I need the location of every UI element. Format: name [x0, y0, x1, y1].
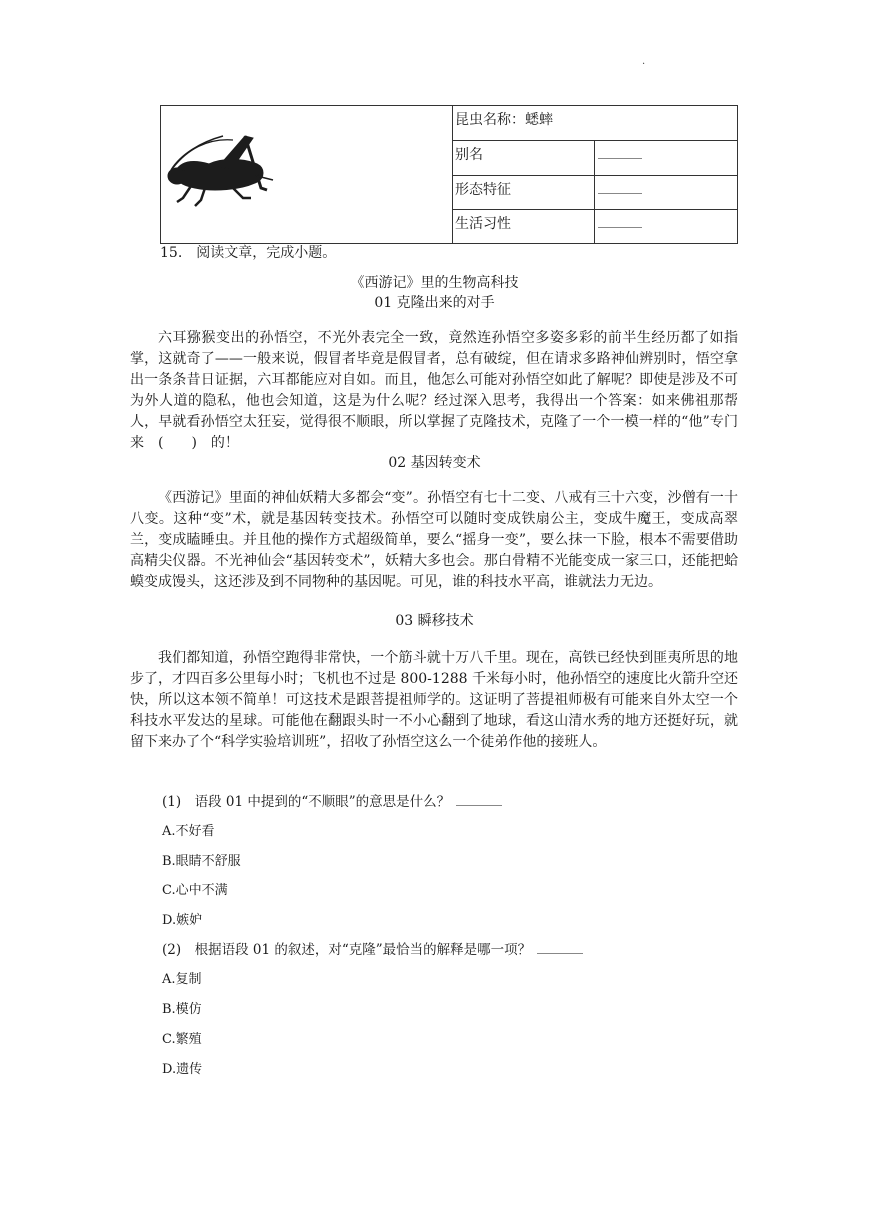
article-title: 《西游记》里的生物高科技 — [350, 275, 519, 291]
insect-info-table — [160, 105, 738, 244]
section-text-01: 六耳猕猴变出的孙悟空，不光外表完全一致，竟然连孙悟空多姿多彩的前半生经历都了如指掌，这就奇了——一般来说，假冒者毕竟是假冒者，总有破绽，但在请求多路神仙辨别时，悟空拿出一条条昔日证据，六耳都能应对自如。而且，他怎么可能对孙悟空如此了解呢？即使是涉及不可为外人道的隐私，他也会知道，这是为什么呢？经过深入思考，我得出一个答案：如来佛祖那帮人，早就看孙悟空太狂妄，觉得很不顺眼，所以掌握了克隆技术，克隆了一个一模一样的“他”专门来 ( ) 的！ — [130, 330, 738, 451]
question-1-answer-blank[interactable] — [456, 793, 502, 806]
habits-label: 生活习性 — [452, 210, 595, 244]
page-mark: . — [642, 56, 646, 67]
morphology-label: 形态特征 — [452, 175, 595, 210]
q2-option-b[interactable]: B.模仿 — [162, 1002, 202, 1017]
question-2-stem — [162, 938, 583, 958]
habits-answer-blank[interactable] — [595, 210, 738, 244]
question-2-text: (2) 根据语段 01 的叙述，对“克隆”最恰当的解释是哪一项？ — [162, 942, 532, 958]
q1-option-d[interactable]: D.嫉妒 — [162, 913, 203, 928]
section-heading-02: 02 基因转变术 — [388, 455, 481, 471]
morphology-answer-blank[interactable] — [595, 175, 738, 210]
cricket-icon — [161, 106, 370, 239]
alias-answer-blank[interactable] — [595, 140, 738, 175]
insect-name-cell: 昆虫名称：蟋蟀 — [452, 106, 737, 141]
q2-option-d[interactable]: D.遗传 — [162, 1062, 203, 1077]
alias-label: 别名 — [452, 140, 595, 175]
insect-image-cell — [161, 106, 453, 244]
q1-option-a[interactable]: A.不好看 — [162, 824, 215, 839]
question-2-answer-blank[interactable] — [537, 941, 583, 954]
q2-option-c[interactable]: C.繁殖 — [162, 1032, 202, 1047]
section-heading-03: 03 瞬移技术 — [395, 613, 474, 629]
question-1-stem — [162, 790, 502, 810]
q1-option-c[interactable]: C.心中不满 — [162, 883, 228, 898]
question-1-text: (1) 语段 01 中提到的“不顺眼”的意思是什么？ — [162, 794, 451, 810]
section-heading-01: 01 克隆出来的对手 — [374, 295, 495, 311]
q2-option-a[interactable]: A.复制 — [162, 972, 202, 987]
section-text-03: 我们都知道，孙悟空跑得非常快，一个筋斗就十万八千里。现在，高铁已经快到匪夷所思的地步了，才四百多公里每小时；飞机也不过是 800-1288 千米每小时，他孙悟空的速度比火箭升空还快，所以这本领不简单！可这技术是跟菩提祖师学的。这证明了菩提祖师极有可能来自外太空一个科技水平发达的星球。可能他在翻跟头时一不小心翻到了地球，看这山清水秀的地方还挺好玩，就留下来办了个“科学实验培训班”，招收了孙悟空这么一个徒弟作他的接班人。 — [130, 650, 738, 750]
section-text-02: 《西游记》里面的神仙妖精大多都会“变”。孙悟空有七十二变、八戒有三十六变，沙僧有一十八变。这种“变”术，就是基因转变技术。孙悟空可以随时变成铁扇公主，变成牛魔王，变成高翠兰，变成瞌睡虫。并且他的操作方式超级简单，要么“摇身一变”，要么抹一下脸，根本不需要借助高精尖仪器。不光神仙会“基因转变术”，妖精大多也会。那白骨精不光能变成一家三口，还能把蛤蟆变成馒头，这还涉及到不同物种的基因呢。可见，谁的科技水平高，谁就法力无边。 — [130, 490, 738, 590]
question-15-instruction: 15. 阅读文章，完成小题。 — [160, 245, 337, 261]
q1-option-b[interactable]: B.眼睛不舒服 — [162, 854, 241, 869]
